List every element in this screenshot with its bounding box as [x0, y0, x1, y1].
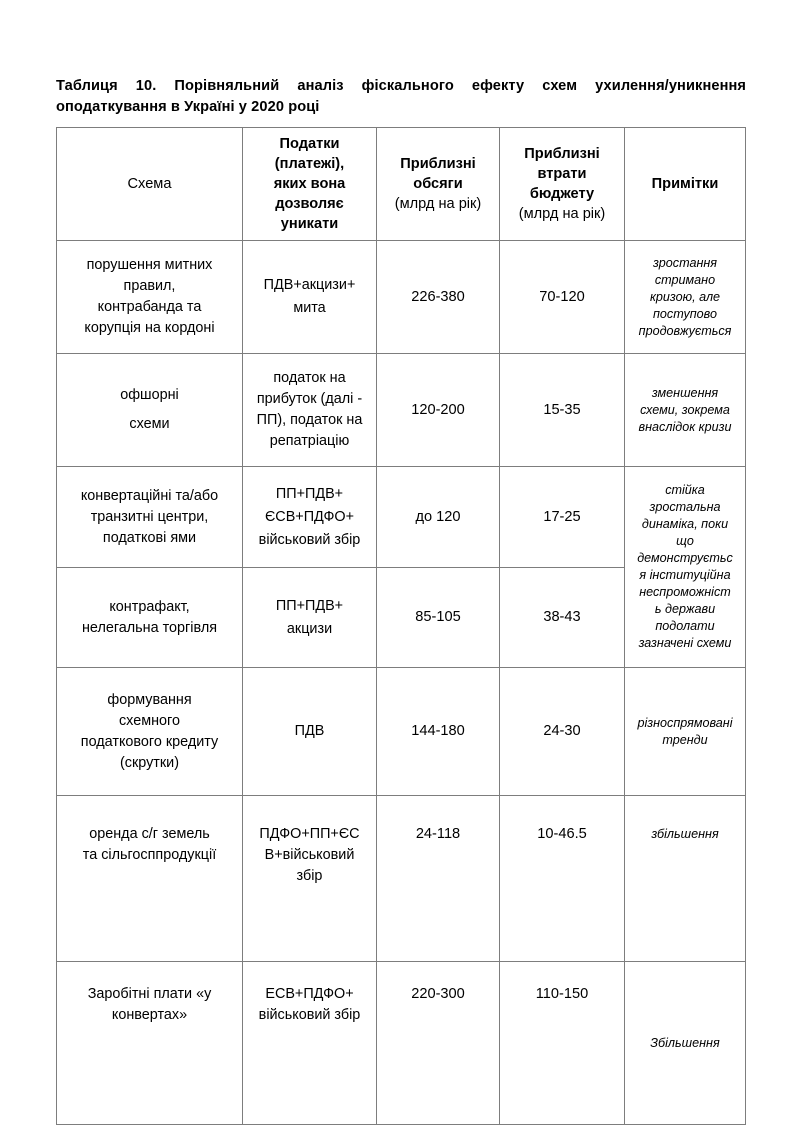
- table-row: [57, 962, 746, 1125]
- table-row: [57, 668, 746, 796]
- cell-scheme-line: правил,: [123, 278, 176, 294]
- cell-note-line: тренди: [662, 732, 708, 747]
- cell-losses: 15-35: [500, 354, 625, 467]
- cell-scheme-line: схеми: [129, 416, 170, 432]
- cell-scheme-line: контрафакт,: [109, 598, 190, 615]
- cell-scheme-line: контрабанда та: [97, 299, 202, 315]
- cell-note-line: зростання: [652, 255, 718, 270]
- cell-scheme-line: нелегальна торгівля: [81, 619, 218, 636]
- column-header-notes: [625, 128, 746, 241]
- column-header-taxes-line-3: яких вона: [273, 176, 346, 192]
- cell-taxes-line: В+військовий: [264, 847, 355, 863]
- column-header-volumes: [377, 128, 500, 241]
- column-header-losses-line-1: Приблизні: [524, 146, 600, 162]
- cell-taxes-line: ПДФО+ПП+ЄС: [259, 826, 360, 842]
- fiscal-table-container: [56, 127, 746, 1125]
- cell-note-line: що: [676, 534, 694, 548]
- cell-scheme: [57, 668, 243, 796]
- cell-volumes: 144-180: [377, 668, 500, 796]
- column-header-taxes-line-2: (платежі),: [274, 156, 345, 172]
- cell-note-line: ь держави: [654, 602, 716, 616]
- column-header-volumes-line-1: Приблизні: [400, 156, 476, 172]
- cell-scheme-line: конвертаційні та/або: [80, 487, 219, 504]
- cell-taxes-line: ЕСВ+ПДФО+: [265, 986, 354, 1002]
- cell-scheme-line: корупція на кордоні: [84, 320, 215, 336]
- cell-note-line: зменшення: [651, 385, 719, 400]
- cell-scheme-line: податкові ями: [102, 529, 197, 546]
- cell-taxes-line: податок на: [273, 370, 346, 386]
- cell-scheme: [57, 467, 243, 568]
- cell-note: Збільшення: [625, 962, 746, 1125]
- cell-note-line: різноспрямовані: [637, 715, 733, 730]
- cell-volumes: 120-200: [377, 354, 500, 467]
- cell-note-line: подолати: [655, 619, 715, 633]
- cell-taxes: [243, 241, 377, 354]
- column-header-losses-unit: (млрд на рік): [518, 206, 606, 222]
- table-caption-line-1: Таблиця 10. Порівняльний аналіз фіскального ефекту схем: [56, 78, 578, 94]
- cell-taxes: [243, 568, 377, 668]
- cell-scheme: [57, 962, 243, 1125]
- cell-taxes-line: збір: [296, 868, 323, 884]
- cell-note: збільшення: [625, 796, 746, 962]
- cell-losses: 24-30: [500, 668, 625, 796]
- cell-scheme-line: Заробітні плати «у: [87, 986, 212, 1002]
- cell-taxes-line: ПП), податок на: [256, 412, 363, 428]
- cell-note: [625, 668, 746, 796]
- cell-volumes: 24-118: [377, 796, 500, 962]
- table-body: [57, 241, 746, 1125]
- cell-scheme-line: та сільгосппродукції: [82, 847, 217, 863]
- cell-taxes: [243, 354, 377, 467]
- cell-note-line: стримано: [654, 272, 716, 287]
- cell-note-line: стійка: [665, 483, 705, 497]
- cell-scheme: [57, 241, 243, 354]
- cell-scheme: [57, 354, 243, 467]
- cell-note-line: поступово: [653, 306, 717, 321]
- column-header-taxes-line-4: дозволяє: [275, 196, 344, 212]
- column-header-losses: [500, 128, 625, 241]
- cell-volumes: 226-380: [377, 241, 500, 354]
- table-caption-line-2: ухилення/уникнення оподаткування в Україні у 2020 році: [56, 78, 747, 115]
- cell-scheme-line: конвертах»: [111, 1007, 188, 1023]
- cell-taxes-line: мита: [293, 300, 326, 316]
- cell-scheme-line: порушення митних: [86, 257, 213, 273]
- column-header-scheme: [57, 128, 243, 241]
- cell-scheme-line: (скрутки): [119, 754, 180, 771]
- cell-note-line: я інституційна: [639, 568, 731, 582]
- cell-scheme-line: податкового кредиту: [80, 733, 219, 750]
- cell-note-line: неспроможніст: [639, 585, 731, 599]
- cell-note-line: зростальна: [649, 500, 721, 514]
- column-header-scheme-label: Схема: [127, 176, 172, 192]
- cell-note-line: зазначені схеми: [638, 636, 732, 650]
- cell-note-line: динаміка, поки: [641, 517, 729, 531]
- cell-note-line: внаслідок кризи: [638, 419, 732, 434]
- column-header-notes-label: Примітки: [651, 176, 719, 192]
- cell-note-line: демонструєтьс: [637, 551, 733, 565]
- cell-taxes-line: прибуток (далі -: [256, 391, 363, 407]
- cell-volumes: 85-105: [377, 568, 500, 668]
- cell-taxes: [243, 467, 377, 568]
- cell-note-line: кризою, але: [649, 289, 721, 304]
- column-header-taxes-line-5: уникати: [280, 216, 339, 232]
- cell-losses: 10-46.5: [500, 796, 625, 962]
- cell-taxes-line: репатріацію: [269, 433, 350, 449]
- cell-scheme-line: формування: [107, 691, 192, 708]
- cell-scheme: [57, 568, 243, 668]
- table-row: [57, 241, 746, 354]
- cell-taxes: [243, 962, 377, 1125]
- fiscal-effect-table: [56, 127, 746, 1125]
- cell-taxes-line: ПП+ПДВ+: [275, 485, 344, 502]
- column-header-volumes-unit: (млрд на рік): [394, 196, 482, 212]
- cell-volumes: 220-300: [377, 962, 500, 1125]
- cell-taxes: ПДВ: [243, 668, 377, 796]
- cell-scheme-line: офшорні: [120, 387, 179, 403]
- cell-taxes-line: військовий збір: [258, 1007, 361, 1023]
- cell-taxes-line: військовий збір: [258, 531, 361, 548]
- column-header-taxes-line-1: Податки: [279, 136, 340, 152]
- cell-note-line: схеми, зокрема: [640, 402, 730, 417]
- cell-scheme-line: оренда с/г земель: [89, 826, 210, 842]
- cell-note-line: продовжується: [638, 323, 732, 338]
- cell-taxes-line: ЄСВ+ПДФО+: [264, 508, 355, 525]
- column-header-volumes-line-2: обсяги: [413, 176, 463, 192]
- table-header: [57, 128, 746, 241]
- table-row: [57, 354, 746, 467]
- table-caption: [56, 76, 746, 118]
- cell-losses: 38-43: [500, 568, 625, 668]
- column-header-losses-line-2: втрати: [537, 166, 587, 182]
- cell-note: [625, 354, 746, 467]
- table-row: [57, 467, 746, 568]
- table-row: [57, 796, 746, 962]
- table-header-row: [57, 128, 746, 241]
- cell-losses: 70-120: [500, 241, 625, 354]
- cell-losses: 17-25: [500, 467, 625, 568]
- cell-taxes: [243, 796, 377, 962]
- cell-note-merged: [625, 467, 746, 668]
- cell-scheme-line: транзитні центри,: [90, 508, 209, 525]
- cell-scheme: [57, 796, 243, 962]
- cell-volumes: до 120: [377, 467, 500, 568]
- cell-taxes-line: ПДВ+акцизи+: [263, 277, 356, 293]
- cell-losses: 110-150: [500, 962, 625, 1125]
- cell-taxes-line: ПП+ПДВ+: [275, 597, 344, 614]
- column-header-taxes: [243, 128, 377, 241]
- cell-note: [625, 241, 746, 354]
- cell-taxes-line: акцизи: [286, 620, 333, 637]
- column-header-losses-line-3: бюджету: [529, 186, 595, 202]
- cell-scheme-line: схемного: [118, 712, 180, 729]
